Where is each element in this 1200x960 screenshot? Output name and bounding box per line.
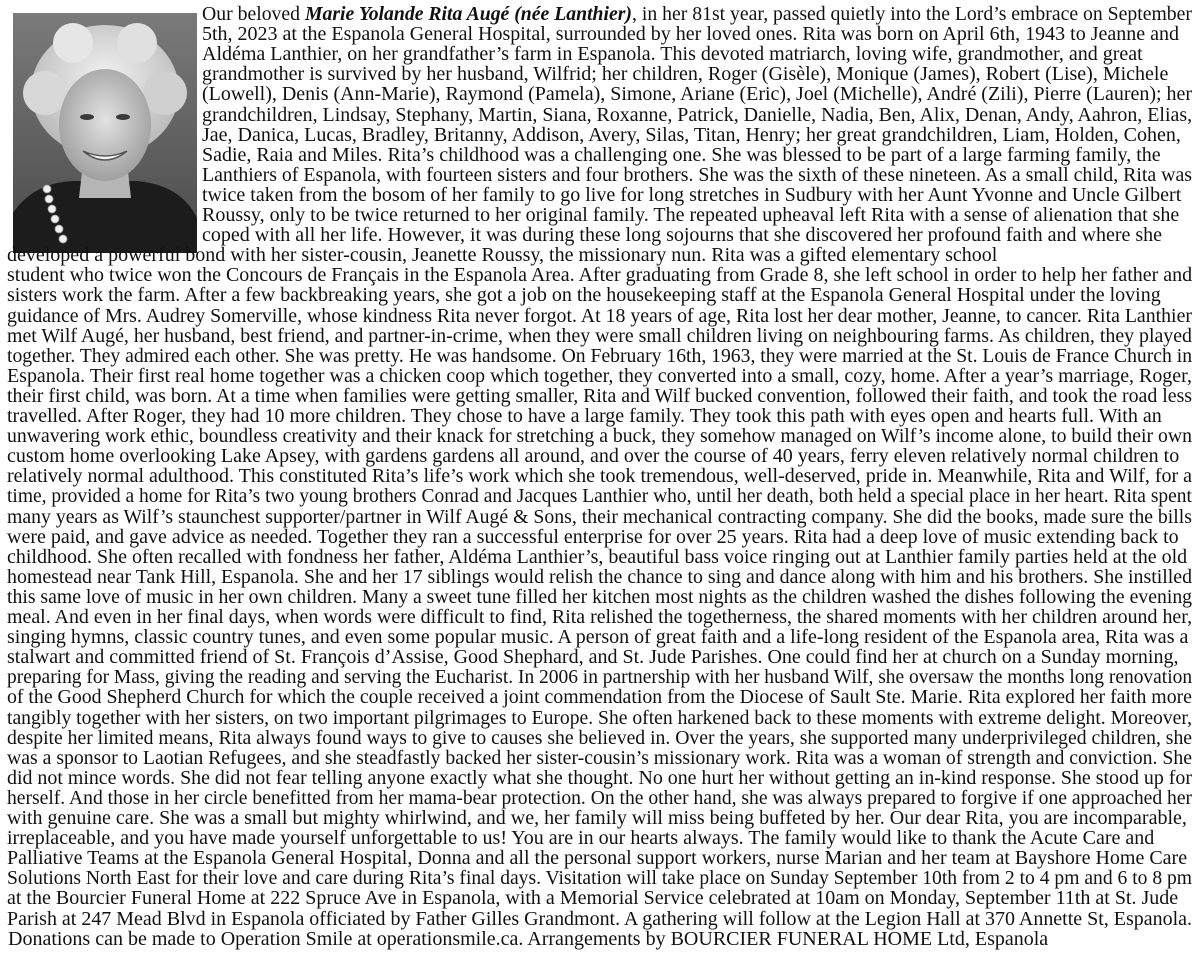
text-line-29: homestead near Tank Hill, Espanola. She and her 17 siblings would relish the chance to sing and dance along with him and his brothers. She instilled: [7, 565, 1193, 588]
text-line-37: despite her limited means, Rita always found ways to give to causes she believed in. Over the years, she supported many underprivileged children, she: [7, 726, 1193, 749]
text-line-22: unwavering work ethic, boundless creativity and their knack for stretching a buck, they somehow managed on Wilf’s income alone, to build their own: [7, 425, 1192, 448]
text-line-9: Lanthiers of Espanola, with fourteen sisters and four brothers. She was the sixth of these nineteen. As a small child, Rita was: [202, 163, 1193, 186]
text-line-5: (Lowell), Denis (Ann-Marie), Raymond (Pamela), Simone, Ariane (Eric), Joel (Michelle), André (Zili), Pierre (Lauren); her: [202, 83, 1193, 106]
intro-text-continued: , in her 81st year, passed quietly into the Lord’s embrace on September: [632, 3, 1192, 25]
text-line-23: custom home overlooking Lake Apsey, with gardens gardens all around, and over the course of 40 years, ferry eleven relatively normal children to: [7, 445, 1180, 468]
text-line-26: many years as Wilf’s staunchest supporter/partner in Wilf Augé & Sons, their mechanical contracting company. She did the books, made sure the bills: [7, 505, 1192, 528]
text-line-12: coped with all her life. However, it was during these long sojourns that she discovered her profound faith and where she: [202, 224, 1163, 247]
text-line-47: Donations can be made to Operation Smile at operationsmile.ca. Arrangements by BOURCIER FUNERAL HOME Ltd, Espanola: [8, 927, 1049, 950]
text-line-41: with genuine care. She was a small but mighty whirlwind, and we, her family will miss being buffeted by her. Our dear Rita, you are incomparable,: [7, 807, 1187, 829]
text-line-8: Sadie, Raia and Miles. Rita’s childhood was a challenging one. She was blessed to be part of a large farming family, the: [202, 143, 1161, 166]
text-line-21: travelled. After Roger, they had 10 more children. They chose to have a large family. They took this path with eyes open and hearts full. With an: [7, 405, 1162, 427]
text-line-18: together. They admired each other. She was pretty. He was handsome. On February 16th, 1963, they were married at the St. Louis de France Church in: [7, 344, 1193, 367]
text-line-33: stalwart and committed friend of St. François d’Assise, Good Shephard, and St. Jude Parishes. One could find her at church on a Sunday morning,: [7, 646, 1179, 669]
text-line-15: sisters work the farm. After a few backbreaking years, she got a job on the housekeeping staff at the Espanola General Hospital under the loving: [7, 284, 1161, 307]
text-line-19: Espanola. Their first real home together was a chicken coop which together, they converted into a small, cozy, home. After a year’s marriage, Roger,: [7, 364, 1192, 387]
text-line-35: of the Good Shepherd Church for which the couple received a joint commendation from the Diocese of Sault Ste. Marie. Rita explored her faith more: [7, 686, 1192, 709]
text-line-1: [0, 4, 1200, 24]
text-line-25: time, provided a home for Rita’s two young brothers Conrad and Jacques Lanthier who, until her death, both held a special place in her heart. Rita spent: [7, 485, 1192, 508]
text-line-40: herself. And those in her circle benefitted from her mama-bear protection. On the other hand, she was always prepared to forgive if one approached her: [7, 786, 1193, 809]
text-line-39: did not mince words. She did not fear telling anyone exactly what she thought. No one hurt her without getting an in-kind response. She stood up for: [7, 766, 1192, 789]
text-line-44: Solutions North East for their love and care during Rita’s final days. Visitation will take place on Sunday September 10th from 2 to 4 pm and 6 to 8 pm: [7, 867, 1193, 890]
text-line-3: Aldéma Lanthier, on her grandfather’s farm in Espanola. This devoted matriarch, loving wife, grandmother, and great: [202, 43, 1143, 66]
text-line-14: student who twice won the Concours de Français in the Espanola Area. After graduating from Grade 8, she left school in order to help her father and: [7, 264, 1193, 287]
text-line-16: guidance of Mrs. Audrey Somerville, whose kindness Rita never forgot. At 18 years of age, Rita lost her dear mother, Jeanne, to cancer. Rita Lanthier: [7, 304, 1192, 327]
text-line-36: tangibly together with her sisters, on two important pilgrimages to Europe. She often harkened back to these moments with extreme delight. Moreover,: [7, 706, 1193, 729]
text-line-30: this same love of music in her own children. Many a sweet tune filled her kitchen most nights as the children washed the dishes following the evening: [7, 585, 1193, 608]
text-line-46: Parish at 247 Mead Blvd in Espanola officiated by Father Gilles Grandmont. A gathering will follow at the Legion Hall at 370 Annette St, Espanola.: [7, 907, 1192, 930]
text-line-20: their first child, was born. At a time when families were getting smaller, Rita and Wilf bucked convention, followed their faith, and took the road less: [7, 384, 1193, 407]
deceased-name: Marie Yolande Rita Augé (née Lanthier): [304, 3, 633, 25]
text-line-42: irreplaceable, and you have made yourself unforgettable to us! You are in our hearts always. The family would like to thank the Acute Care and: [7, 827, 1155, 850]
intro-text: Our beloved: [202, 3, 305, 25]
text-line-28: childhood. She often recalled with fondness her father, Aldéma Lanthier’s, beautiful bass voice ringing out at Lanthier family parties held at the old: [7, 545, 1188, 568]
text-line-34: preparing for Mass, giving the reading and serving the Eucharist. In 2006 in partnership with her husband Wilf, she oversaw the months long renovation: [7, 666, 1193, 689]
text-line-17: met Wilf Augé, her husband, best friend, and partner-in-crime, when they were small children living on neighbouring farms. As children, they played: [7, 324, 1192, 347]
text-line-38: was a sponsor to Laotian Refugees, and she steadfastly backed her sister-cousin’s missionary work. Rita was a woman of strength and conviction. She: [7, 746, 1193, 769]
text-line-43: Palliative Teams at the Espanola General Hospital, Donna and all the personal support workers, nurse Marian and her team at Bayshore Home Care: [7, 847, 1188, 870]
text-line-32: singing hymns, classic country tunes, and even some popular music. A person of great faith and a life-long resident of the Espanola area, Rita was a: [7, 626, 1189, 649]
text-line-24: relatively normal adulthood. This constituted Rita’s life’s work which she took tremendous, well-deserved, pride in. Meanwhile, Rita and Wilf, for a: [7, 465, 1193, 488]
text-line-10: twice taken from the bosom of her family to go live for long stretches in Sudbury with her Aunt Yvonne and Uncle Gilbert: [202, 183, 1182, 206]
text-line-13: developed a powerful bond with her sister-cousin, Jeanette Roussy, the missionary nun. Rita was a gifted elementary school: [7, 244, 998, 267]
text-line-11: Roussy, only to be twice returned to her original family. The repeated upheaval left Rita with a sense of alienation that she: [202, 204, 1180, 226]
text-line-2: 5th, 2023 at the Espanola General Hospital, surrounded by her loved ones. Rita was born on April 6th, 1943 to Jeanne and: [202, 23, 1180, 46]
text-line-7: Jae, Danica, Lucas, Bradley, Britanny, Addison, Avery, Silas, Titan, Henry; her great grandchildren, Liam, Holden, Cohen,: [202, 123, 1181, 146]
text-line-31: meal. And even in her final days, when words were difficult to find, Rita relished the togetherness, the shared moments with her children around her,: [7, 606, 1193, 628]
text-line-27: were paid, and gave advice as needed. Together they ran a successful enterprise for over 25 years. Rita had a deep love of music extending back to: [7, 525, 1179, 548]
text-line-4: grandmother is survived by her husband, Wilfrid; her children, Roger (Gisèle), Monique (James), Robert (Lise), Michele: [202, 63, 1169, 86]
text-line-45: at the Bourcier Funeral Home at 222 Spruce Ave in Espanola, with a Memorial Service celebrated at 10am on Monday, September 11th at St. Jude: [7, 887, 1179, 910]
text-line-6: grandchildren, Lindsay, Stephany, Martin, Siana, Roxanne, Patrick, Danielle, Nadia, Ben, Alix, Denan, Andy, Aahron, Elias,: [202, 103, 1193, 126]
